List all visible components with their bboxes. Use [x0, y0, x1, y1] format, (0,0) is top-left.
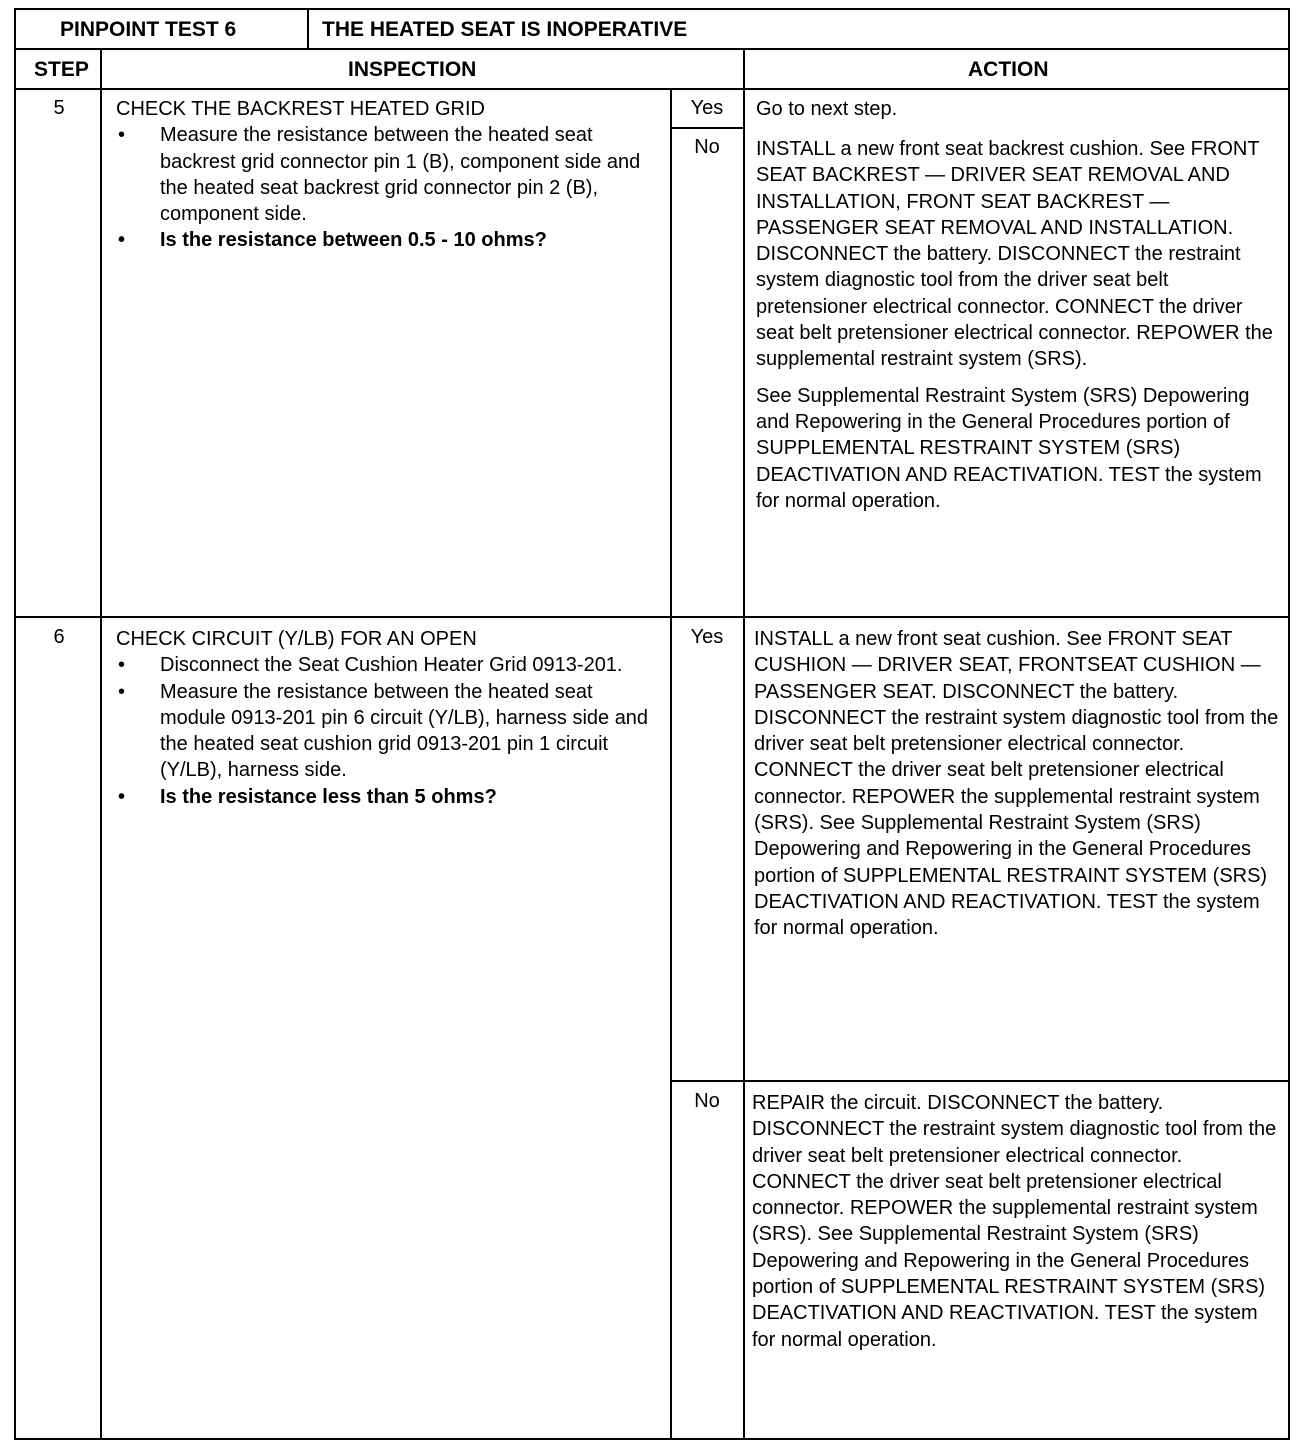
- yes-label: Yes: [690, 97, 724, 119]
- yes-no-column-divider: [670, 90, 672, 1440]
- yes-label: Yes: [690, 626, 724, 648]
- step-heading: CHECK THE BACKREST HEATED GRID: [116, 98, 485, 120]
- column-header-action: ACTION: [968, 58, 1049, 81]
- no-action-paragraph: See Supplemental Restraint System (SRS) Depowering and Repowering in the General Procedures portion of SUPPLEMENTAL RESTRAINT SYSTEM (SRS) DEACTIVATION AND REACTIVATION. TEST the system for normal operation.: [756, 384, 1262, 512]
- column-header-step: STEP: [34, 58, 89, 81]
- bullet-icon: •: [118, 654, 126, 677]
- step5-yes-no-divider: [670, 127, 745, 129]
- no-action: REPAIR the circuit. DISCONNECT the battery. DISCONNECT the restraint system diagnostic tool from the driver seat belt pretensioner electrical connector. CONNECT the driver seat belt pretensioner electrical connector. REPOWER the supplemental restraint system (SRS). See Supplemental Restraint System (SRS) Depowering and Repowering in the General Procedures portion of SUPPLEMENTAL RESTRAINT SYSTEM (SRS) DEACTIVATION AND REACTIVATION. TEST the system for normal operation.: [752, 1092, 1277, 1351]
- inspection-question: • Is the resistance between 0.5 - 10 ohms?: [116, 227, 662, 253]
- no-action: [756, 136, 1280, 514]
- bullet-icon: •: [118, 229, 126, 252]
- inspection-bullet: • Measure the resistance between the heated seat backrest grid connector pin 1 (B), component side and the heated seat backrest grid connector pin 2 (B), component side.: [118, 124, 641, 226]
- column-header-inspection: INSPECTION: [348, 58, 477, 81]
- yes-action: INSTALL a new front seat cushion. See FRONT SEAT CUSHION — DRIVER SEAT, FRONTSEAT CUSHION — PASSENGER SEAT. DISCONNECT the battery. DISCONNECT the restraint system diagnostic tool from the driver seat belt pretensioner electrical connector. CONNECT the driver seat belt pretensioner electrical connector. REPOWER the supplemental restraint system (SRS). See Supplemental Restraint System (SRS) Depowering and Repowering in the General Procedures portion of SUPPLEMENTAL RESTRAINT SYSTEM (SRS) DEACTIVATION AND REACTIVATION. TEST the system for normal operation.: [754, 628, 1279, 940]
- column-header-divider: [14, 88, 1290, 90]
- step-inspection: [116, 626, 662, 810]
- action-column-divider: [743, 49, 745, 1440]
- step-number: 6: [53, 626, 65, 648]
- step6-yes-no-divider: [670, 1080, 1290, 1082]
- no-label: No: [694, 1090, 720, 1112]
- inspection-bullets: [116, 122, 662, 253]
- pinpoint-test-title: THE HEATED SEAT IS INOPERATIVE: [322, 18, 688, 41]
- title-split-divider: [307, 8, 309, 49]
- no-action-paragraph: INSTALL a new front seat backrest cushion. See FRONT SEAT BACKREST — DRIVER SEAT REMOVAL AND INSTALLATION, FRONT SEAT BACKREST — PASSENGER SEAT REMOVAL AND INSTALLATION. DISCONNECT the battery. DISCONNECT the restraint system diagnostic tool from the driver seat belt pretensioner electrical connector. CONNECT the driver seat belt pretensioner electrical connector. REPOWER the supplemental restraint system (SRS).: [756, 138, 1273, 371]
- step-inspection: [116, 96, 662, 254]
- step-column-divider: [100, 49, 102, 1440]
- no-label: No: [694, 136, 720, 158]
- bullet-icon: •: [118, 124, 126, 147]
- step-row-divider: [14, 616, 1290, 618]
- pinpoint-test-label: PINPOINT TEST 6: [60, 18, 237, 41]
- yes-action: Go to next step.: [756, 98, 898, 120]
- step-heading: CHECK CIRCUIT (Y/LB) FOR AN OPEN: [116, 628, 477, 650]
- step-number: 5: [53, 97, 65, 119]
- inspection-bullets: [116, 652, 662, 810]
- inspection-bullet: • Disconnect the Seat Cushion Heater Grid 0913-201.: [116, 652, 662, 678]
- header-divider: [14, 48, 1290, 50]
- bullet-icon: •: [118, 680, 126, 703]
- inspection-question: • Is the resistance less than 5 ohms?: [116, 784, 662, 810]
- bullet-icon: •: [118, 785, 126, 808]
- inspection-bullet: • Measure the resistance between the heated seat module 0913-201 pin 6 circuit (Y/LB), harness side and the heated seat cushion grid 0913-201 pin 1 circuit (Y/LB), harness side.: [118, 680, 649, 782]
